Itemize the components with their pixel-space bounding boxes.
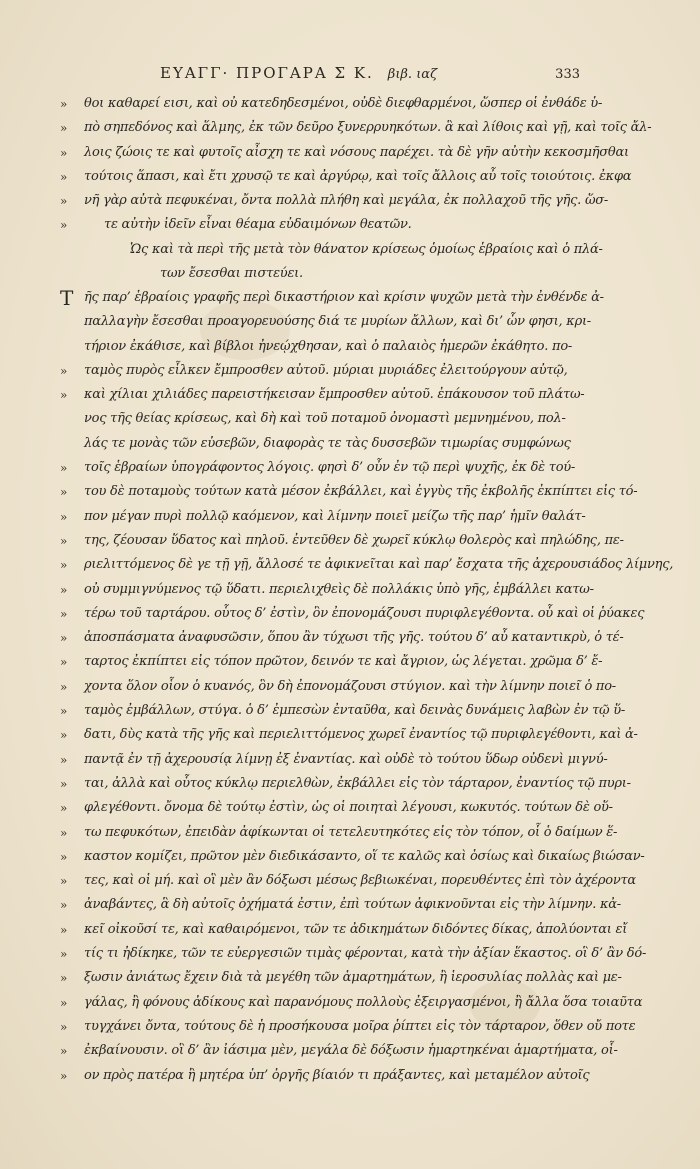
line-text: ξωσιν ἀνιάτως ἔχειν διὰ τὰ μεγέθη τῶν ἁμαρτημάτων, ἢ ἱεροσυλίας πολλὰς καὶ με- [84,970,622,986]
line-text: φλεγέθοντι. ὄνομα δὲ τούτῳ ἐστὶν, ὡς οἱ ποιηταὶ λέγουσι, κωκυτός. τούτων δὲ οὕ- [84,800,613,816]
quotation-mark: » [60,898,68,913]
quotation-mark: » [60,363,68,378]
text-line [60,675,616,699]
quotation-mark: » [60,145,68,160]
quotation-mark: » [60,679,68,694]
quotation-mark: » [60,776,68,791]
quotation-mark: » [60,1044,68,1059]
text-line [60,529,624,553]
section-heading [60,238,603,287]
quotation-mark: » [60,533,68,548]
line-text: γάλας, ἢ φόνους ἀδίκους καὶ παρανόμους πολλοὺς ἐξειργασμένοι, ἢ ἄλλα ὅσα τοιαῦτα [84,994,643,1010]
quotation-mark: » [60,947,68,962]
quotation-mark: » [60,704,68,719]
line-text: πον μέγαν πυρὶ πολλῷ καόμενον, καὶ λίμνην ποιεῖ μείζω τῆς παρ’ ἡμῖν θαλάτ- [84,508,586,524]
line-text: καὶ χίλιαι χιλιάδες παρειστήκεισαν ἔμπροσθεν αὐτοῦ. ἐπάκουσον τοῦ πλάτω- [84,387,585,403]
line-text: λάς τε μονὰς τῶν εὐσεβῶν, διαφορὰς τε τὰς δυσσεβῶν τιμωρίας συμφώνως [84,435,571,451]
quotation-mark: » [60,825,68,840]
quotation-mark: » [60,194,68,209]
text-line [60,310,591,334]
text-line [60,1064,590,1088]
text-line [60,116,652,140]
text-line [60,213,550,237]
line-text: τοῖς ἑβραίων ὑπογράφοντος λόγοις. φησὶ δ’ οὖν ἐν τῷ περὶ ψυχῆς, ἐκ δὲ τού- [84,460,576,476]
line-text: κεῖ οἰκοῦσί τε, καὶ καθαιρόμενοι, τῶν τε ἀδικημάτων διδόντες δίκας, ἀπολύονται εἴ [84,921,628,937]
line-text: ριελιττόμενος δὲ γε τῇ γῇ, ἄλλοσέ τε ἀφικνεῖται καὶ παρ’ ἔσχατα τῆς ἀχερουσιάδος λίμνης, [84,557,674,573]
quotation-mark: » [60,971,68,986]
line-text: της, ζέουσαν ὕδατος καὶ πηλοῦ. ἐντεῦθεν δὲ χωρεῖ κύκλῳ θολερὸς καὶ πηλώδης, πε- [84,532,624,548]
text-line [60,578,594,602]
heading-line [60,262,550,286]
line-text: τούτοις ἅπασι, καὶ ἔτι χρυσῷ τε καὶ ἀργύρῳ, καὶ τοῖς ἄλλοις αὖ τοῖς τοιούτοις. ἐκφα [84,168,632,184]
line-text: παλλαγὴν ἔσεσθαι προαγορευούσης διά τε μυρίων ἄλλων, καὶ δι’ ὧν φησι, κρι- [84,314,591,330]
text-line [60,650,603,674]
text-line [60,553,674,577]
quotation-mark: » [60,97,68,111]
line-text: του δὲ ποταμοὺς τούτων κατὰ μέσον ἐκβάλλει, καὶ ἐγγὺς τῆς ἐκβολῆς ἐκπίπτει εἰς τό- [84,484,638,500]
line-text: ται, ἀλλὰ καὶ οὗτος κύκλῳ περιελθὼν, ἐκβάλλει εἰς τὸν τάρταρον, ἐναντίος τῷ πυρι- [84,775,631,791]
text-line [60,407,566,431]
line-text: ον πρὸς πατέρα ἢ μητέρα ὑπ’ ὀργῆς βίαιόν τι πράξαντες, καὶ μεταμέλον αὐτοῖς [84,1067,590,1083]
text-line [60,699,626,723]
running-head: ΕΥΑΓΓ· ΠΡΟΓΑΡΑ Σ Κ. [160,64,374,82]
page-header [160,64,580,90]
line-text: παντᾷ ἐν τῇ ἀχερουσίᾳ λίμνῃ ἐξ ἐναντίας. καὶ οὐδὲ τὸ τούτου ὕδωρ οὐδενὶ μιγνύ- [84,751,608,767]
text-line [60,383,585,407]
text-line [60,165,632,189]
line-text: πὸ σηπεδόνος καὶ ἅλμης, ἐκ τῶν δεῦρο ξυνερρυηκότων. ἃ καὶ λίθοις καὶ γῇ, καὶ τοῖς ἄλ- [84,120,652,136]
line-text: λοις ζώοις τε καὶ φυτοῖς αἶσχη τε καὶ νόσους παρέχει. τὰ δὲ γῆν αὐτὴν κεκοσμῆσθαι [84,144,629,160]
text-line [60,723,638,747]
quotation-mark: » [60,606,68,621]
text-line [60,602,645,626]
heading-line [60,238,603,262]
book-reference: βιβ. ιαζ [387,67,438,82]
text-line [60,821,618,845]
quotation-mark: » [60,801,68,816]
drop-cap: Τ [60,286,74,310]
line-text: δατι, δὺς κατὰ τῆς γῆς καὶ περιελιττόμενος χωρεῖ ἐναντίος τῷ πυριφλεγέθοντι, καὶ ἀ- [84,727,638,743]
quotation-mark: » [60,388,68,403]
quotation-mark: » [60,218,68,233]
quotation-mark: » [60,461,68,476]
text-line [60,942,647,966]
line-text: ἐκβαίνουσιν. οἳ δ’ ἂν ἰάσιμα μὲν, μεγάλα δὲ δόξωσιν ἡμαρτηκέναι ἁμαρτήματα, οἷ- [84,1043,618,1059]
text-line [60,918,628,942]
quotation-mark: » [60,752,68,767]
line-text: ἀποσπάσματα ἀναφυσῶσιν, ὅπου ἂν τύχωσι τῆς γῆς. τούτου δ’ αὖ καταντικρὺ, ὁ τέ- [84,630,624,646]
text-line [60,1015,636,1039]
line-text: τω πεφυκότων, ἐπειδὰν ἀφίκωνται οἱ τετελευτηκότες εἰς τὸν τόπον, οἷ ὁ δαίμων ἕ- [84,824,618,840]
line-text: ταρτος ἐκπίπτει εἰς τόπον πρῶτον, δεινόν τε καὶ ἄγριον, ὡς λέγεται. χρῶμα δ’ ἔ- [84,654,603,670]
line-text: ἀναβάντες, ἃ δὴ αὐτοῖς ὀχήματά ἐστιν, ἐπὶ τούτων ἀφικνοῦνται εἰς τὴν λίμνην. κἀ- [84,897,621,913]
line-text: ταμὸς ἐμβάλλων, στύγα. ὁ δ’ ἐμπεσὼν ἐνταῦθα, καὶ δεινὰς δυνάμεις λαβὼν ἐν τῷ ὕ- [84,703,626,719]
line-text: τε αὐτὴν ἰδεῖν εἶναι θέαμα εὐδαιμόνων θεατῶν. [104,217,412,233]
quotation-mark: » [60,995,68,1010]
line-text: ῆς παρ’ ἑβραίοις γραφῆς περὶ δικαστήριον καὶ κρίσιν ψυχῶν μετὰ τὴν ἐνθένδε ἀ- [84,290,604,305]
line-text: τίς τι ἠδίκηκε, τῶν τε εὐεργεσιῶν τιμὰς φέρονται, κατὰ τὴν ἀξίαν ἕκαστος. οἳ δ’ ἂν δό- [84,946,647,962]
paragraph-continued [60,92,652,238]
text-line [60,480,638,504]
quotation-mark: » [60,849,68,864]
line-text: ταμὸς πυρὸς εἷλκεν ἔμπροσθεν αὐτοῦ. μύριαι μυριάδες ἐλειτούργουν αὐτῷ, [84,362,568,378]
text-line [60,796,613,820]
quotation-mark: » [60,874,68,889]
line-text: νῆ γὰρ αὐτὰ πεφυκέναι, ὄντα πολλὰ πλήθη καὶ μεγάλα, ἐκ πολλαχοῦ τῆς γῆς. ὥσ- [84,193,609,209]
text-line [60,845,645,869]
quotation-mark: » [60,121,68,136]
line-text: καστον κομίζει, πρῶτον μὲν διεδικάσαντο, οἵ τε καλῶς καὶ ὁσίως καὶ δικαίως βιώσαν- [84,848,645,864]
text-line [60,748,608,772]
line-text: νος τῆς θείας κρίσεως, καὶ δὴ καὶ τοῦ ποταμοῦ ὀνομαστὶ μεμνημένου, πολ- [84,411,566,427]
text-line [60,432,571,456]
text-line [60,991,643,1015]
line-text: Ὡς καὶ τὰ περὶ τῆς μετὰ τὸν θάνατον κρίσεως ὁμοίως ἑβραίοις καὶ ὁ πλά- [130,242,603,257]
quotation-mark: » [60,558,68,573]
quotation-mark: » [60,509,68,524]
quotation-mark: » [60,485,68,500]
text-line [60,893,621,917]
line-text: των ἔσεσθαι πιστεύει. [160,266,303,282]
text-line [60,359,568,383]
line-text: τήριον ἐκάθισε, καὶ βίβλοι ἠνεῴχθησαν, καὶ ὁ παλαιὸς ἡμερῶν ἐκάθητο. πο- [84,338,573,354]
quotation-mark: » [60,1068,68,1083]
page-number: 333 [555,67,580,82]
quotation-mark: » [60,582,68,597]
line-text: τέρω τοῦ ταρτάρου. οὗτος δ’ ἐστὶν, ὃν ἐπονομάζουσι πυριφλεγέθοντα. οὗ καὶ οἱ ῥύακες [84,605,645,621]
text-line [60,92,603,116]
quotation-mark: » [60,655,68,670]
text-line [60,1039,618,1063]
line-text: χοντα ὅλον οἷον ὁ κυανός, ὃν δὴ ἐπονομάζουσι στύγιον. καὶ τὴν λίμνην ποιεῖ ὁ πο- [84,678,616,694]
text-line [60,505,586,529]
quotation-mark: » [60,922,68,937]
text-line [60,141,629,165]
quotation-mark: » [60,1019,68,1034]
text-line [60,189,609,213]
text-line [60,869,636,893]
line-text: τες, καὶ οἱ μή. καὶ οἳ μὲν ἂν δόξωσι μέσως βεβιωκέναι, πορευθέντες ἐπὶ τὸν ἀχέροντα [84,873,636,889]
text-line [60,286,604,310]
text-line [60,456,576,480]
text-line [60,772,631,796]
line-text: θοι καθαρεί εισι, καὶ οὐ κατεδηδεσμένοι, οὐδὲ διεφθαρμένοι, ὥσπερ οἱ ἐνθάδε ὑ- [84,96,603,111]
text-line [60,335,573,359]
line-text: οὐ συμμιγνύμενος τῷ ὕδατι. περιελιχθεὶς δὲ πολλάκις ὑπὸ γῆς, ἐμβάλλει κατω- [84,581,594,597]
quotation-mark: » [60,169,68,184]
quotation-mark: » [60,631,68,646]
text-line [60,966,622,990]
line-text: τυγχάνει ὄντα, τούτους δὲ ἡ προσήκουσα μοῖρα ῥίπτει εἰς τὸν τάρταρον, ὅθεν οὔ ποτε [84,1018,636,1034]
paragraph-main [60,286,674,1088]
quotation-mark: » [60,728,68,743]
text-line [60,626,624,650]
